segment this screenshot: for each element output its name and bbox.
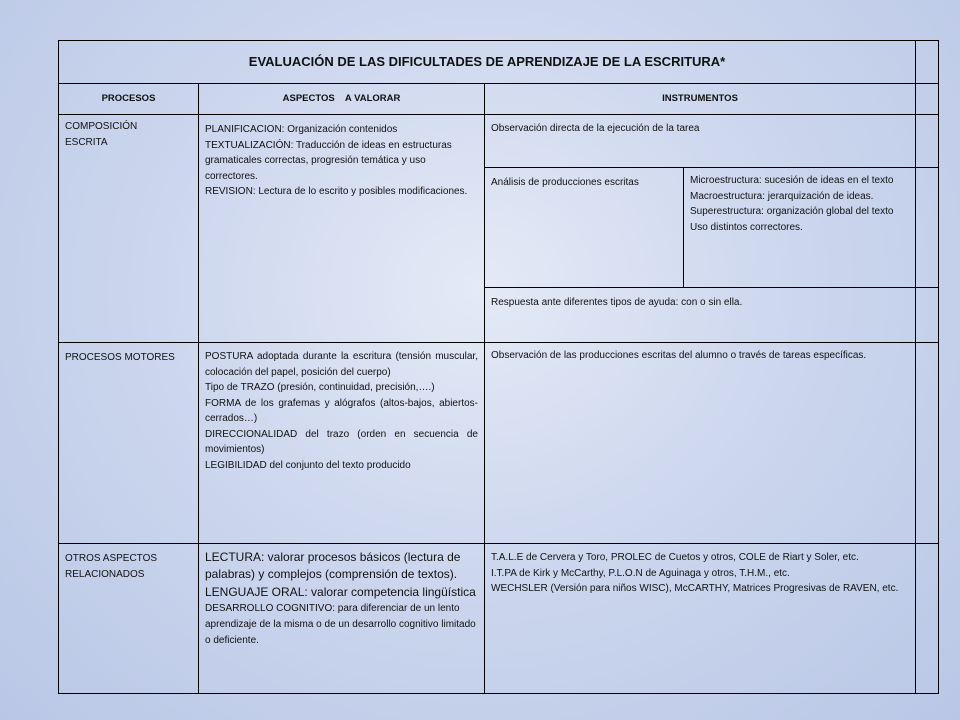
proceso-otros — [59, 544, 199, 694]
proceso-label: OTROS ASPECTOS RELACIONADOS — [65, 553, 158, 580]
header-row — [59, 84, 939, 115]
instrumento-analisis: Análisis de producciones escritas — [485, 168, 684, 288]
instrumento-item: WECHSLER (Versión para niños WISC), McCARTHY, Matrices Progresivas de RAVEN, etc. — [491, 583, 899, 594]
aspecto-item: REVISION: Lectura de lo escrito y posibles modificaciones. — [205, 186, 468, 197]
empty-cell — [916, 343, 939, 544]
analisis-detalle — [684, 168, 916, 288]
instrumento-motores: Observación de las producciones escritas del alumno o través de tareas específicas. — [485, 343, 916, 544]
analisis-item: Macroestructura: jerarquización de ideas. — [690, 190, 874, 202]
aspecto-item: TEXTUALIZACIÓN: Traducción de ideas en estructuras gramaticales correctas, progresión temática y uso correctores. — [205, 139, 452, 182]
aspecto-item: PLANIFICACION: Organización contenidos — [205, 124, 398, 135]
aspecto-item: LENGUAJE ORAL: valorar competencia lingüística — [205, 584, 476, 599]
aspecto-item: LEGIBILIDAD del conjunto del texto producido — [205, 459, 411, 471]
empty-cell — [916, 41, 939, 84]
aspectos-otros — [199, 544, 485, 694]
analisis-item: Superestructura: organización global del texto — [690, 206, 894, 217]
instrumento-ayuda: Respuesta ante diferentes tipos de ayuda: con o sin ella. — [485, 288, 916, 343]
empty-cell — [916, 84, 939, 115]
composicion-row-1 — [59, 115, 939, 168]
evaluation-table — [58, 40, 939, 694]
aspecto-item: DESARROLLO COGNITIVO: para diferenciar de un lento aprendizaje de la misma o de un desarrollo cognitivo limitado o deficiente. — [205, 603, 476, 647]
aspecto-item: POSTURA adoptada durante la escritura (tensión muscular, colocación del papel, posición del cuerpo) — [205, 351, 478, 378]
empty-cell — [916, 115, 939, 168]
instrumentos-otros — [485, 544, 916, 694]
instrumento-item: T.A.L.E de Cervera y Toro, PROLEC de Cuetos y otros, COLE de Riart y Soler, etc. — [491, 552, 859, 563]
proceso-composicion — [59, 115, 199, 343]
aspectos-motores — [199, 343, 485, 544]
proceso-label: COMPOSICIÓN ESCRITA — [65, 121, 138, 148]
header-instrumentos: INSTRUMENTOS — [485, 84, 916, 115]
motores-row — [59, 343, 939, 544]
analisis-item: Microestructura: sucesión de ideas en el texto — [690, 175, 894, 186]
proceso-motores: PROCESOS MOTORES — [59, 343, 199, 544]
instrumento-observacion: Observación directa de la ejecución de la tarea — [485, 115, 916, 168]
aspecto-item: DIRECCIONALIDAD del trazo (orden en secuencia de movimientos) — [205, 428, 478, 455]
empty-cell — [916, 168, 939, 288]
aspecto-item: LECTURA: valorar procesos básicos (lectura de palabras) y complejos (comprensión de textos). — [205, 550, 461, 582]
title-row — [59, 41, 939, 84]
header-aspectos: ASPECTOS A VALORAR — [199, 84, 485, 115]
aspecto-item: FORMA de los grafemas y alógrafos (altos-bajos, abiertos-cerrados…) — [205, 397, 478, 424]
analisis-item: Uso distintos correctores. — [690, 221, 803, 233]
header-procesos: PROCESOS — [59, 84, 199, 115]
empty-cell — [916, 544, 939, 694]
table-title: EVALUACIÓN DE LAS DIFICULTADES DE APRENDIZAJE DE LA ESCRITURA* — [59, 41, 916, 84]
aspectos-composicion — [199, 115, 485, 343]
otros-row — [59, 544, 939, 694]
empty-cell — [916, 288, 939, 343]
instrumento-item: I.T.PA de Kirk y McCarthy, P.L.O.N de Aguinaga y otros, T.H.M., etc. — [491, 567, 790, 579]
aspecto-item: Tipo de TRAZO (presión, continuidad, precisión,….) — [205, 382, 435, 393]
